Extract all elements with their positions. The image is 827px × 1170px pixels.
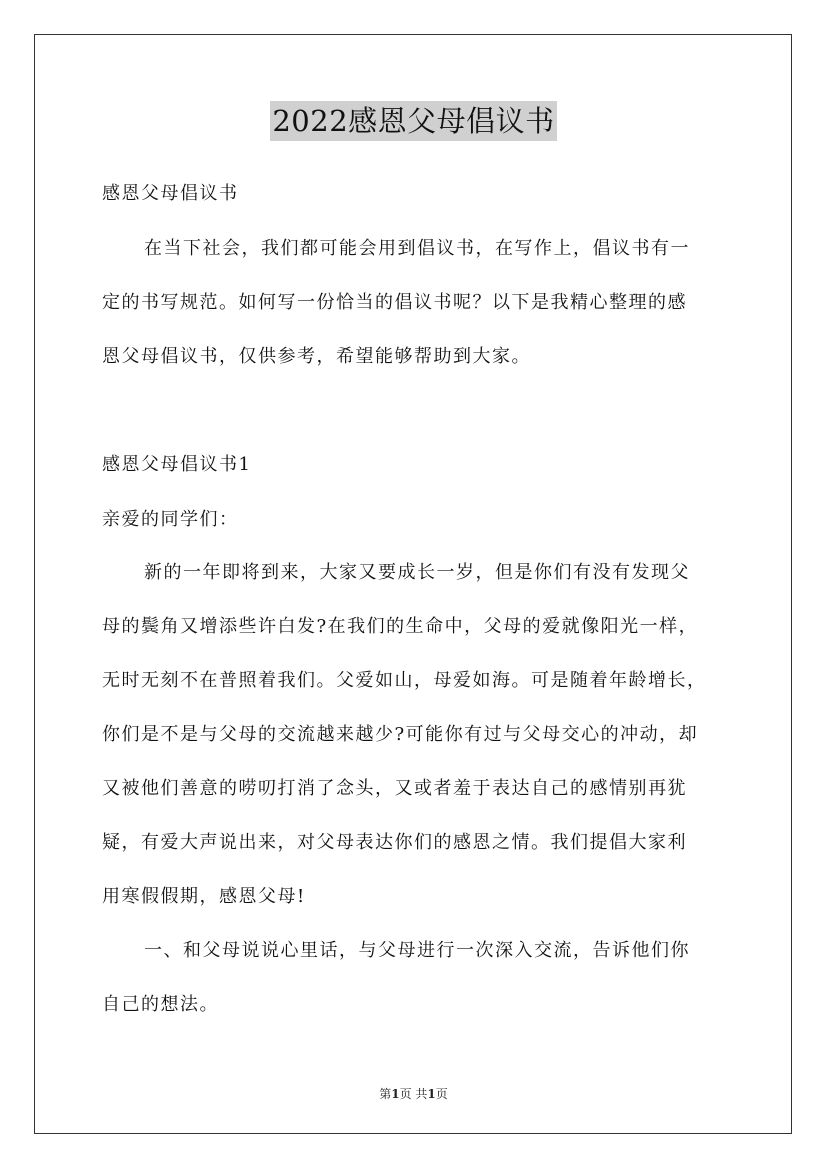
section-heading: 感恩父母倡议书1 <box>102 454 252 475</box>
body-line: 新的一年即将到来，大家又要成长一岁，但是你们有没有发现父 <box>144 562 690 583</box>
title-container <box>0 101 827 141</box>
footer-suffix: 页 <box>435 1087 448 1101</box>
body-line: 又被他们善意的唠叨打消了念头，又或者羞于表达自己的感情别再犹 <box>102 778 687 799</box>
body-paragraph <box>102 546 729 924</box>
body-line: 你们是不是与父母的交流越来越少?可能你有过与父母交心的冲动，却 <box>102 724 699 745</box>
body-line: 用寒假假期，感恩父母! <box>102 886 306 907</box>
page-footer <box>0 1085 827 1102</box>
body-line: 无时无刻不在普照着我们。父爱如山，母爱如海。可是随着年龄增长， <box>102 670 707 691</box>
item-1-paragraph <box>102 924 729 1032</box>
subtitle: 感恩父母倡议书 <box>102 183 239 204</box>
footer-mid: 页 共 <box>399 1087 428 1101</box>
body-line: 母的鬓角又增添些许白发?在我们的生命中，父母的爱就像阳光一样， <box>102 616 699 637</box>
intro-paragraph <box>102 222 729 384</box>
intro-line: 定的书写规范。如何写一份恰当的倡议书呢？以下是我精心整理的感 <box>102 292 687 313</box>
item-1-line: 一、和父母说说心里话，与父母进行一次深入交流，告诉他们你 <box>144 940 690 961</box>
intro-line: 恩父母倡议书，仅供参考，希望能够帮助到大家。 <box>102 346 531 367</box>
footer-total-pages: 1 <box>427 1087 436 1101</box>
greeting: 亲爱的同学们： <box>102 509 239 530</box>
document-title: 2022感恩父母倡议书 <box>270 101 556 141</box>
footer-prefix: 第 <box>379 1087 392 1101</box>
intro-line: 在当下社会，我们都可能会用到倡议书，在写作上，倡议书有一 <box>144 238 690 259</box>
body-line: 疑，有爱大声说出来，对父母表达你们的感恩之情。我们提倡大家利 <box>102 832 687 853</box>
footer-page-number: 1 <box>391 1087 400 1101</box>
item-1-line: 自己的想法。 <box>102 994 219 1015</box>
